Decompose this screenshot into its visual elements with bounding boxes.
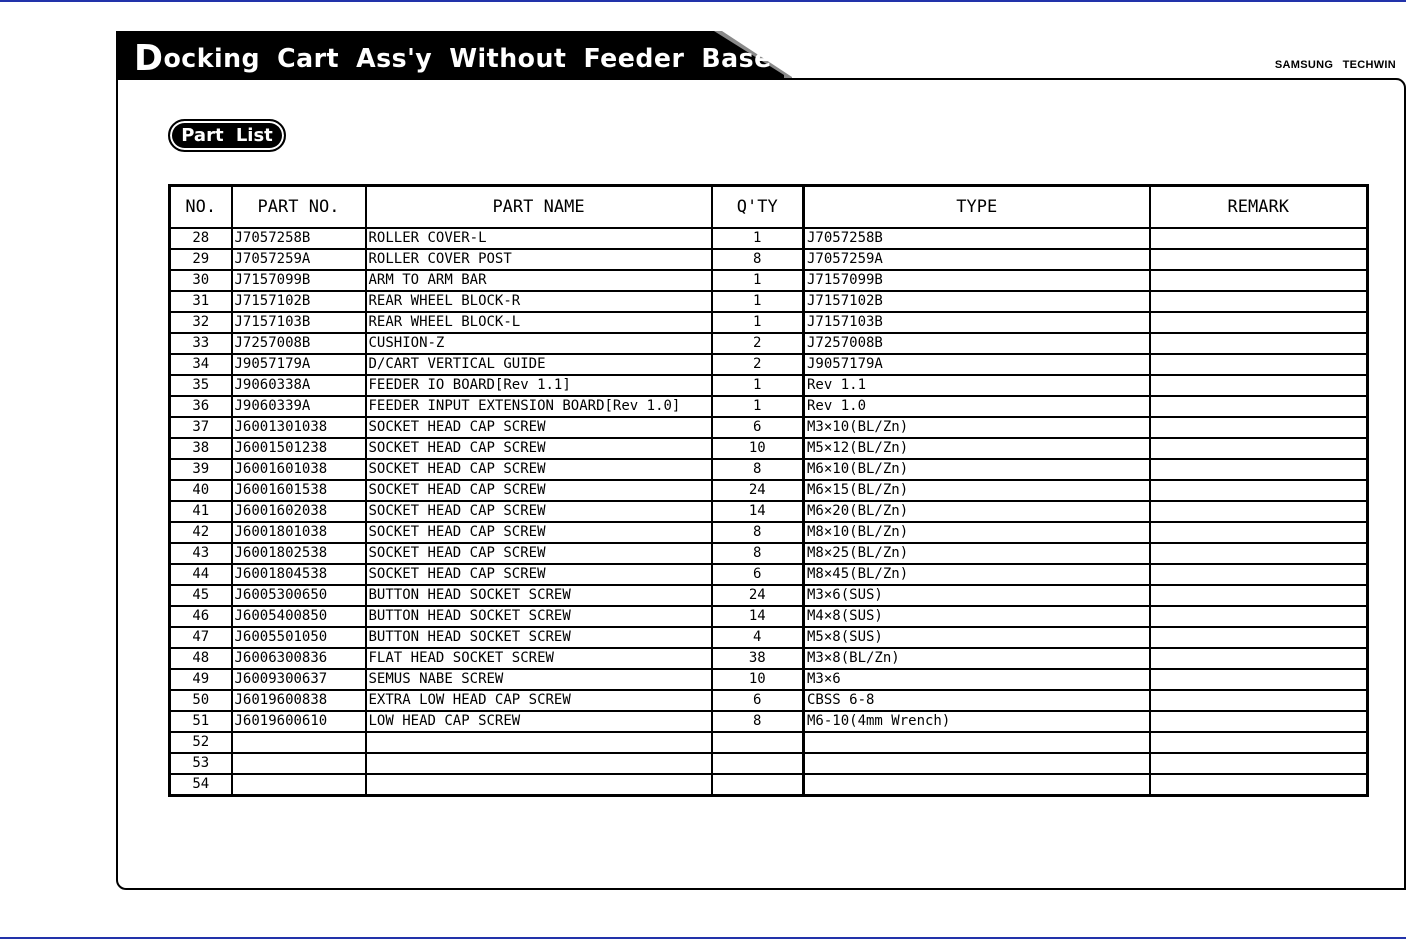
cell-type: J9057179A (804, 354, 1150, 375)
cell-part-no: J6001802538 (232, 543, 366, 564)
cell-part-no: J7057258B (232, 228, 366, 249)
table-row (170, 228, 1368, 249)
table-row (170, 669, 1368, 690)
cell-part-name: FLAT HEAD SOCKET SCREW (366, 648, 712, 669)
cell-qty (712, 774, 804, 796)
bottom-rule (0, 937, 1406, 939)
cell-qty: 6 (712, 417, 804, 438)
cell-qty: 14 (712, 606, 804, 627)
cell-type: M3×8(BL/Zn) (804, 648, 1150, 669)
cell-part-no: J6001801038 (232, 522, 366, 543)
table-row (170, 732, 1368, 753)
cell-remark (1150, 396, 1368, 417)
cell-remark (1150, 627, 1368, 648)
cell-part-no: J7057259A (232, 249, 366, 270)
cell-remark (1150, 270, 1368, 291)
cell-part-name: CUSHION-Z (366, 333, 712, 354)
cell-remark (1150, 228, 1368, 249)
cell-no: 42 (170, 522, 232, 543)
document-title-rest: ocking Cart Ass'y Without Feeder Base (163, 44, 772, 74)
cell-remark (1150, 585, 1368, 606)
cell-part-no: J6001804538 (232, 564, 366, 585)
cell-qty: 2 (712, 354, 804, 375)
cell-type: M8×10(BL/Zn) (804, 522, 1150, 543)
cell-part-no: J7257008B (232, 333, 366, 354)
cell-type: M8×45(BL/Zn) (804, 564, 1150, 585)
cell-part-name: BUTTON HEAD SOCKET SCREW (366, 606, 712, 627)
header-no: NO. (170, 186, 232, 229)
cell-type: M5×12(BL/Zn) (804, 438, 1150, 459)
cell-no: 35 (170, 375, 232, 396)
cell-qty: 14 (712, 501, 804, 522)
cell-type: J7057258B (804, 228, 1150, 249)
cell-remark (1150, 375, 1368, 396)
cell-no: 38 (170, 438, 232, 459)
cell-no: 44 (170, 564, 232, 585)
parts-table-body (170, 228, 1368, 796)
cell-type: M6-10(4mm Wrench) (804, 711, 1150, 732)
table-row (170, 711, 1368, 732)
cell-part-no: J6005300650 (232, 585, 366, 606)
section-label (168, 119, 286, 152)
cell-qty: 38 (712, 648, 804, 669)
cell-part-no: J9057179A (232, 354, 366, 375)
cell-part-no: J6006300836 (232, 648, 366, 669)
cell-part-name (366, 732, 712, 753)
cell-remark (1150, 249, 1368, 270)
document-title-initial: D (134, 38, 164, 79)
table-row (170, 354, 1368, 375)
cell-type (804, 774, 1150, 796)
cell-type: M6×15(BL/Zn) (804, 480, 1150, 501)
table-row (170, 774, 1368, 796)
cell-part-name (366, 753, 712, 774)
cell-type: M6×10(BL/Zn) (804, 459, 1150, 480)
header-remark: REMARK (1150, 186, 1368, 229)
cell-qty: 8 (712, 522, 804, 543)
cell-type: J7257008B (804, 333, 1150, 354)
cell-no: 39 (170, 459, 232, 480)
cell-remark (1150, 690, 1368, 711)
cell-no: 36 (170, 396, 232, 417)
cell-type: J7157102B (804, 291, 1150, 312)
cell-part-no: J6001602038 (232, 501, 366, 522)
cell-part-no: J6005400850 (232, 606, 366, 627)
table-row (170, 249, 1368, 270)
cell-qty: 1 (712, 312, 804, 333)
cell-part-name: SOCKET HEAD CAP SCREW (366, 459, 712, 480)
table-row (170, 753, 1368, 774)
table-row (170, 627, 1368, 648)
cell-no: 47 (170, 627, 232, 648)
cell-part-name: ROLLER COVER POST (366, 249, 712, 270)
cell-no: 34 (170, 354, 232, 375)
cell-remark (1150, 732, 1368, 753)
cell-part-name: BUTTON HEAD SOCKET SCREW (366, 627, 712, 648)
cell-part-no: J6001301038 (232, 417, 366, 438)
cell-type: M3×6 (804, 669, 1150, 690)
cell-no: 32 (170, 312, 232, 333)
cell-remark (1150, 480, 1368, 501)
cell-remark (1150, 648, 1368, 669)
cell-part-no: J9060338A (232, 375, 366, 396)
cell-no: 41 (170, 501, 232, 522)
table-row (170, 417, 1368, 438)
header-type: TYPE (804, 186, 1150, 229)
cell-part-no (232, 753, 366, 774)
cell-part-no (232, 774, 366, 796)
cell-part-no (232, 732, 366, 753)
cell-remark (1150, 291, 1368, 312)
table-row (170, 564, 1368, 585)
cell-part-name: SOCKET HEAD CAP SCREW (366, 438, 712, 459)
header-part-name: PART NAME (366, 186, 712, 229)
cell-remark (1150, 543, 1368, 564)
cell-part-no: J6001601538 (232, 480, 366, 501)
table-row (170, 396, 1368, 417)
cell-qty: 8 (712, 543, 804, 564)
table-row (170, 585, 1368, 606)
header-qty: Q'TY (712, 186, 804, 229)
cell-part-name: SOCKET HEAD CAP SCREW (366, 564, 712, 585)
cell-part-name: SOCKET HEAD CAP SCREW (366, 501, 712, 522)
table-row (170, 375, 1368, 396)
cell-no: 49 (170, 669, 232, 690)
cell-no: 31 (170, 291, 232, 312)
cell-no: 45 (170, 585, 232, 606)
cell-part-name: ROLLER COVER-L (366, 228, 712, 249)
cell-qty: 1 (712, 396, 804, 417)
cell-part-name: D/CART VERTICAL GUIDE (366, 354, 712, 375)
cell-qty: 24 (712, 480, 804, 501)
cell-no: 30 (170, 270, 232, 291)
cell-remark (1150, 669, 1368, 690)
cell-qty (712, 753, 804, 774)
cell-part-name: SOCKET HEAD CAP SCREW (366, 543, 712, 564)
cell-part-name: BUTTON HEAD SOCKET SCREW (366, 585, 712, 606)
cell-no: 48 (170, 648, 232, 669)
cell-remark (1150, 438, 1368, 459)
cell-part-name: REAR WHEEL BLOCK-R (366, 291, 712, 312)
cell-remark (1150, 354, 1368, 375)
cell-type: J7157099B (804, 270, 1150, 291)
cell-part-no: J6019600838 (232, 690, 366, 711)
table-row (170, 648, 1368, 669)
cell-type: M8×25(BL/Zn) (804, 543, 1150, 564)
section-label-text: Part List (181, 125, 273, 146)
cell-qty: 1 (712, 270, 804, 291)
cell-type: M6×20(BL/Zn) (804, 501, 1150, 522)
cell-no: 40 (170, 480, 232, 501)
cell-part-name: FEEDER INPUT EXTENSION BOARD[Rev 1.0] (366, 396, 712, 417)
table-row (170, 480, 1368, 501)
cell-type (804, 753, 1150, 774)
cell-qty: 1 (712, 291, 804, 312)
cell-type: J7157103B (804, 312, 1150, 333)
cell-type: M3×6(SUS) (804, 585, 1150, 606)
cell-part-name: SOCKET HEAD CAP SCREW (366, 417, 712, 438)
cell-qty (712, 732, 804, 753)
cell-part-no: J7157099B (232, 270, 366, 291)
cell-qty: 24 (712, 585, 804, 606)
cell-type: Rev 1.1 (804, 375, 1150, 396)
cell-remark (1150, 753, 1368, 774)
cell-type (804, 732, 1150, 753)
table-row (170, 291, 1368, 312)
cell-qty: 4 (712, 627, 804, 648)
cell-qty: 8 (712, 459, 804, 480)
cell-no: 46 (170, 606, 232, 627)
cell-remark (1150, 774, 1368, 796)
document-title (134, 38, 772, 79)
cell-remark (1150, 606, 1368, 627)
table-row (170, 606, 1368, 627)
table-row (170, 270, 1368, 291)
cell-part-name (366, 774, 712, 796)
cell-part-no: J7157102B (232, 291, 366, 312)
cell-remark (1150, 711, 1368, 732)
table-row (170, 438, 1368, 459)
cell-no: 43 (170, 543, 232, 564)
cell-part-no: J6001601038 (232, 459, 366, 480)
table-header-row (170, 186, 1368, 229)
cell-part-name: FEEDER IO BOARD[Rev 1.1] (366, 375, 712, 396)
cell-part-no: J6001501238 (232, 438, 366, 459)
table-row (170, 543, 1368, 564)
cell-no: 51 (170, 711, 232, 732)
cell-no: 29 (170, 249, 232, 270)
cell-no: 54 (170, 774, 232, 796)
cell-part-name: LOW HEAD CAP SCREW (366, 711, 712, 732)
header-part-no: PART NO. (232, 186, 366, 229)
cell-qty: 1 (712, 375, 804, 396)
cell-part-name: SEMUS NABE SCREW (366, 669, 712, 690)
cell-no: 33 (170, 333, 232, 354)
cell-remark (1150, 459, 1368, 480)
cell-remark (1150, 501, 1368, 522)
cell-part-name: EXTRA LOW HEAD CAP SCREW (366, 690, 712, 711)
cell-part-no: J6009300637 (232, 669, 366, 690)
cell-type: M4×8(SUS) (804, 606, 1150, 627)
cell-qty: 10 (712, 438, 804, 459)
table-row (170, 501, 1368, 522)
cell-type: Rev 1.0 (804, 396, 1150, 417)
cell-part-name: SOCKET HEAD CAP SCREW (366, 480, 712, 501)
cell-part-name: ARM TO ARM BAR (366, 270, 712, 291)
cell-no: 53 (170, 753, 232, 774)
cell-remark (1150, 522, 1368, 543)
table-row (170, 459, 1368, 480)
cell-remark (1150, 417, 1368, 438)
cell-part-no: J9060339A (232, 396, 366, 417)
cell-qty: 6 (712, 564, 804, 585)
top-rule (0, 0, 1406, 2)
parts-table (168, 184, 1369, 797)
cell-type: M5×8(SUS) (804, 627, 1150, 648)
cell-no: 50 (170, 690, 232, 711)
cell-no: 28 (170, 228, 232, 249)
cell-part-name: SOCKET HEAD CAP SCREW (366, 522, 712, 543)
cell-remark (1150, 564, 1368, 585)
cell-part-no: J6005501050 (232, 627, 366, 648)
cell-qty: 1 (712, 228, 804, 249)
table-row (170, 522, 1368, 543)
cell-type: J7057259A (804, 249, 1150, 270)
cell-no: 37 (170, 417, 232, 438)
cell-no: 52 (170, 732, 232, 753)
company-name: SAMSUNG TECHWIN (1274, 59, 1396, 71)
cell-qty: 6 (712, 690, 804, 711)
cell-part-no: J6019600610 (232, 711, 366, 732)
cell-type: M3×10(BL/Zn) (804, 417, 1150, 438)
cell-qty: 8 (712, 249, 804, 270)
table-row (170, 312, 1368, 333)
cell-qty: 10 (712, 669, 804, 690)
cell-qty: 2 (712, 333, 804, 354)
cell-qty: 8 (712, 711, 804, 732)
table-row (170, 690, 1368, 711)
cell-type: CBSS 6-8 (804, 690, 1150, 711)
cell-remark (1150, 333, 1368, 354)
table-row (170, 333, 1368, 354)
cell-remark (1150, 312, 1368, 333)
cell-part-no: J7157103B (232, 312, 366, 333)
cell-part-name: REAR WHEEL BLOCK-L (366, 312, 712, 333)
